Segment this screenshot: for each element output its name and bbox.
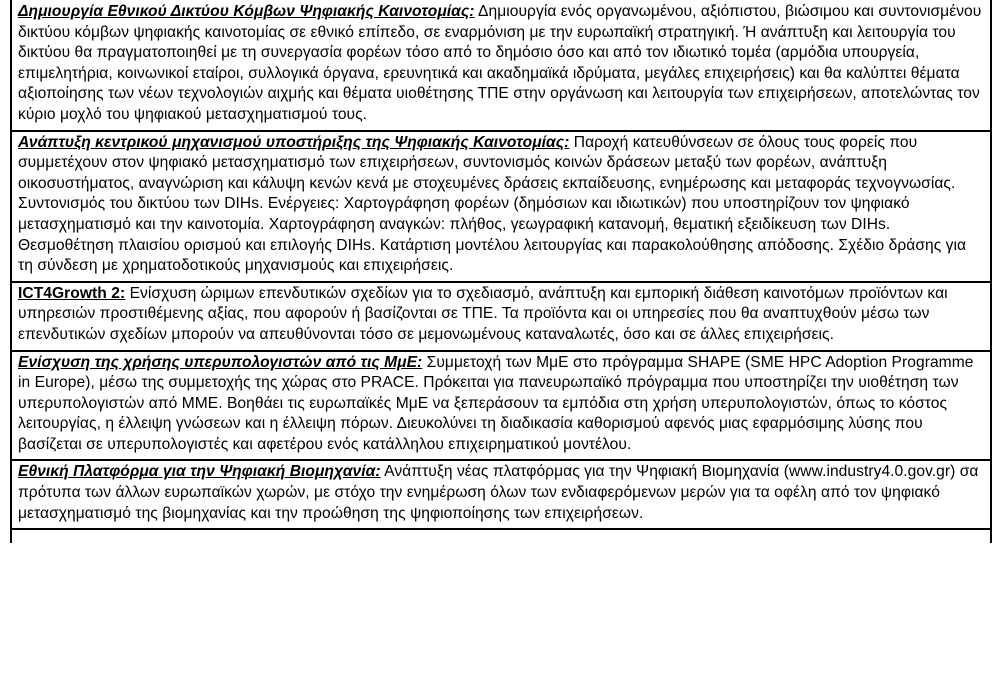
table-row: [12, 283, 990, 352]
row-title: ICT4Growth 2:: [18, 284, 126, 302]
table-row: [12, 0, 990, 132]
row-title: Δημιουργία Εθνικού Δικτύου Κόμβων Ψηφιακής Καινοτομίας:: [18, 3, 475, 20]
row-title: Ανάπτυξη κεντρικού μηχανισμού υποστήριξης της Ψηφιακής Καινοτομίας:: [18, 133, 570, 151]
table-row: [12, 132, 990, 283]
row-body: Παροχή κατευθύνσεων σε όλους τους φορείς που συμμετέχουν στον ψηφιακό μετασχηματισμό των επιχειρήσεων, συντονισμός κοινών δράσεων μεταξύ των φορέων, ανάπτυξη οικοσυστήματος, αναγνώριση και κάλυψη κενών κενά με στοχευμένες δράσεις εκπαίδευσης, ενημέρωσης και μεταφοράς τεχνογνωσίας. Συντονισμός του δικτύου των DIHs. Ενέργειες: Χαρτογράφηση φορέων (δημόσιων και ιδιωτικών) που υποστηρίζουν τον ψηφιακό μετασχηματισμό και την καινοτομία. Χαρτογράφηση αναγκών: πλήθος, γεωγραφική κατανομή, θεματική εξειδίκευση των DIHs. Θεσμοθέτηση πλαισίου ορισμού και επιλογής DIHs. Κατάρτιση μοντέλου λειτουργίας και παρακολούθησης απόδοσης. Σχέδιο δράσης για τη σύνδεση με χρηματοδοτικούς μηχανισμούς και επιχειρήσεις.: [18, 133, 967, 275]
row-body: Συμμετοχή των ΜμΕ στο πρόγραμμα SHAPE (SME HPC Adoption Programme in Europe), μέσω της συμμετοχής της χώρας στο PRACE. Πρόκειται για πανευρωπαϊκό πρόγραμμα που υποστηρίζει την υιοθέτηση των υπερυπολογιστών από ΜΜΕ. Βοηθάει τις ευρωπαϊκές ΜμΕ να ξεπεράσουν τα εμπόδια στη χρήση υπερυπολογιστών, όπως το κόστος λειτουργίας, η έλλειψη γνώσεων και η έλλειψη πόρων. Διευκολύνει τη διαδικασία καθορισμού αφενός μιας εφαρμόσιμης λύσης που βασίζεται σε υπερυπολογιστές και αφετέρου ενός κατάλληλου επιχειρηματικού μοντέλου.: [18, 353, 974, 453]
row-title: Ενίσχυση της χρήσης υπερυπολογιστών από τις ΜμΕ:: [18, 353, 423, 371]
row-body: Ανάπτυξη νέας πλατφόρμας για την Ψηφιακή Βιομηχανία (www.industry4.0.gov.gr) σα πρότυπα των άλλων ευρωπαϊκών χωρών, με στόχο την ενημέρωση όλων των ενδιαφερόμενων μερών για τα οφέλη από τον ψηφιακό μετασχηματισμό της βιομηχανίας και την προώθηση της ψηφιοποίησης των επιχειρήσεων.: [18, 463, 979, 522]
row-body: Ενίσχυση ώριμων επενδυτικών σχεδίων για το σχεδιασμό, ανάπτυξη και εμπορική διάθεση καινοτόμων προϊόντων και υπηρεσιών προστιθέμενης αξίας, που αφορούν ή βασίζονται σε ΤΠΕ. Τα προϊόντα και οι υπηρεσίες που θα αναπτυχθούν μέσω των επενδυτικών σχεδίων μπορούν να απευθύνονται τόσο σε μεμονωμένους καταναλωτές, όσο και σε άλλες επιχειρήσεις.: [18, 284, 948, 343]
table-row: [12, 461, 990, 530]
document-table: [10, 0, 992, 543]
table-row-partial: [12, 530, 990, 543]
row-body: Δημιουργία ενός οργανωμένου, αξιόπιστου, βιώσιμου και συντονισμένου δικτύου κόμβων ψηφιακής καινοτομίας σε εθνικό επίπεδο, σε εναρμόνιση με την ευρωπαϊκή στρατηγική. Ή ανάπτυξη και λειτουργία του δικτύου θα πραγματοποιηθεί με τη συνεργασία φορέων τόσο από το δημόσιο όσο και από τον ιδιωτικό τομέα (αρμόδια υπουργεία, επιμελητήρια, κοινωνικοί εταίροι, συλλογικά όργανα, ερευνητικά και ακαδημαϊκά ιδρύματα, μεγάλες επιχειρήσεις) και θα καλύπτει θέματα αξιοποίησης των νέων τεχνολογιών αιχμής και θέματα υιοθέτησης ΤΠΕ στην οργάνωση και λειτουργία των επιχειρήσεων, αποτελώντας τον κύριο μοχλό του ψηφιακού μετασχηματισμού τους.: [18, 3, 982, 123]
table-row: [12, 352, 990, 462]
row-title: Εθνική Πλατφόρμα για την Ψηφιακή Βιομηχανία:: [18, 463, 381, 481]
